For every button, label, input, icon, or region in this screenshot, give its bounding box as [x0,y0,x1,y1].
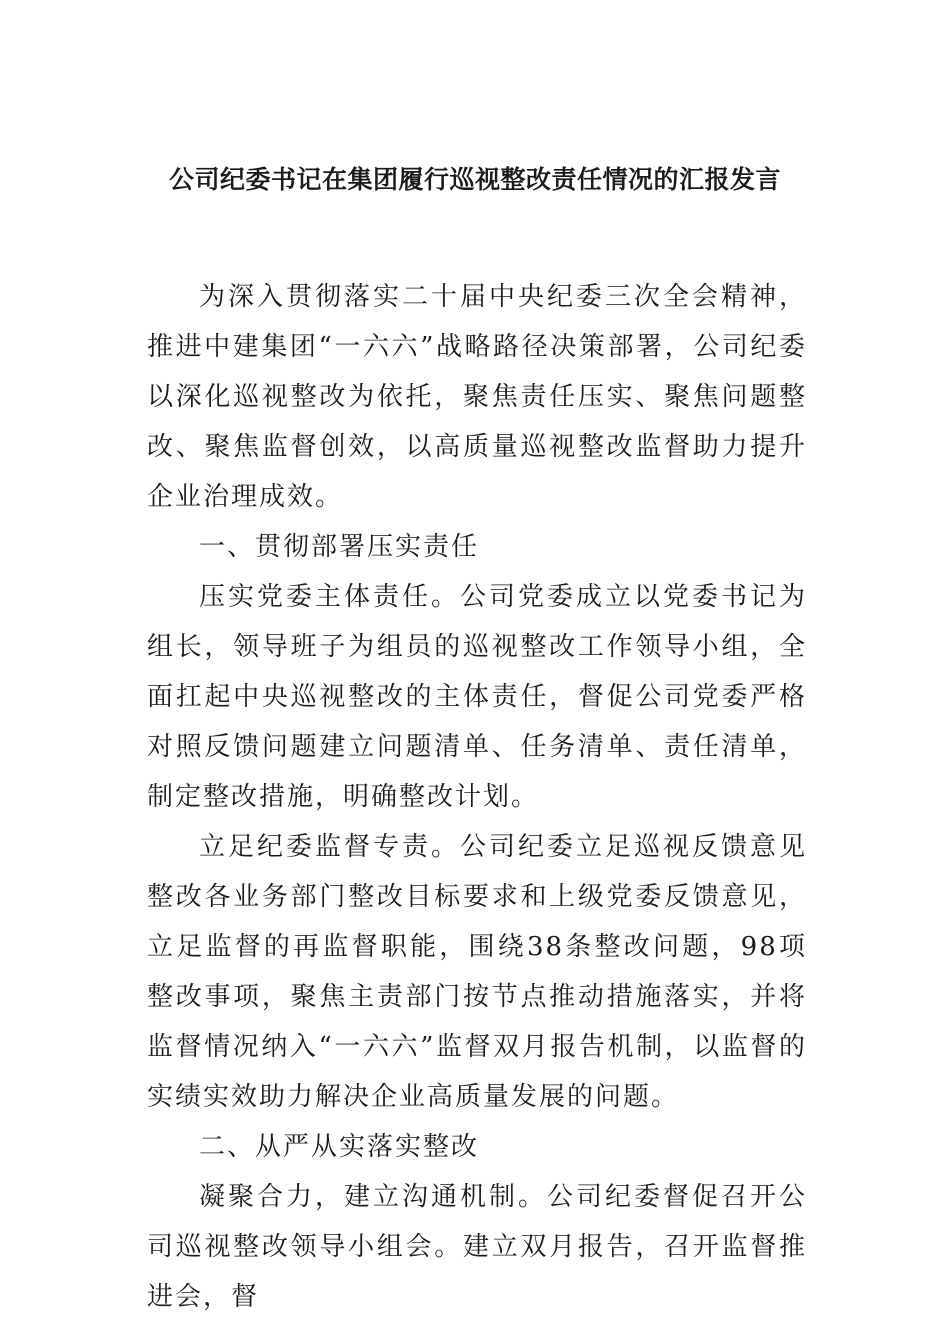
paragraph-communication-mechanism: 凝聚合力，建立沟通机制。公司纪委督促召开公司巡视整改领导小组会。建立双月报告，召开监督推进会，督 [147,1182,807,1312]
document-title: 公司纪委书记在集团履行巡视整改责任情况的汇报发言 [168,165,781,194]
paragraph-intro: 为深入贯彻落实二十届中央纪委三次全会精神，推进中建集团“一六六”战略路径决策部署，公司纪委以深化巡视整改为依托，聚焦责任压实、聚焦问题整改、聚焦监督创效，以高质量巡视整改监督助力提升企业治理成效。 [147,282,807,512]
paragraph-party-responsibility: 压实党委主体责任。公司党委成立以党委书记为组长，领导班子为组员的巡视整改工作领导小组，全面扛起中央巡视整改的主体责任，督促公司党委严格对照反馈问题建立问题清单、任务清单、责任清单，制定整改措施，明确整改计划。 [147,582,807,812]
paragraph-supervision-duty: 立足纪委监督专责。公司纪委立足巡视反馈意见整改各业务部门整改目标要求和上级党委反馈意见，立足监督的再监督职能，围绕38条整改问题，98项整改事项，聚焦主责部门按节点推动措施落实，并将监督情况纳入“一六六”监督双月报告机制，以监督的实绩实效助力解决企业高质量发展的问题。 [147,832,807,1112]
section-heading-2: 二、从严从实落实整改 [199,1132,480,1162]
section-heading-1: 一、贯彻部署压实责任 [199,532,480,562]
document-body [147,272,807,1322]
